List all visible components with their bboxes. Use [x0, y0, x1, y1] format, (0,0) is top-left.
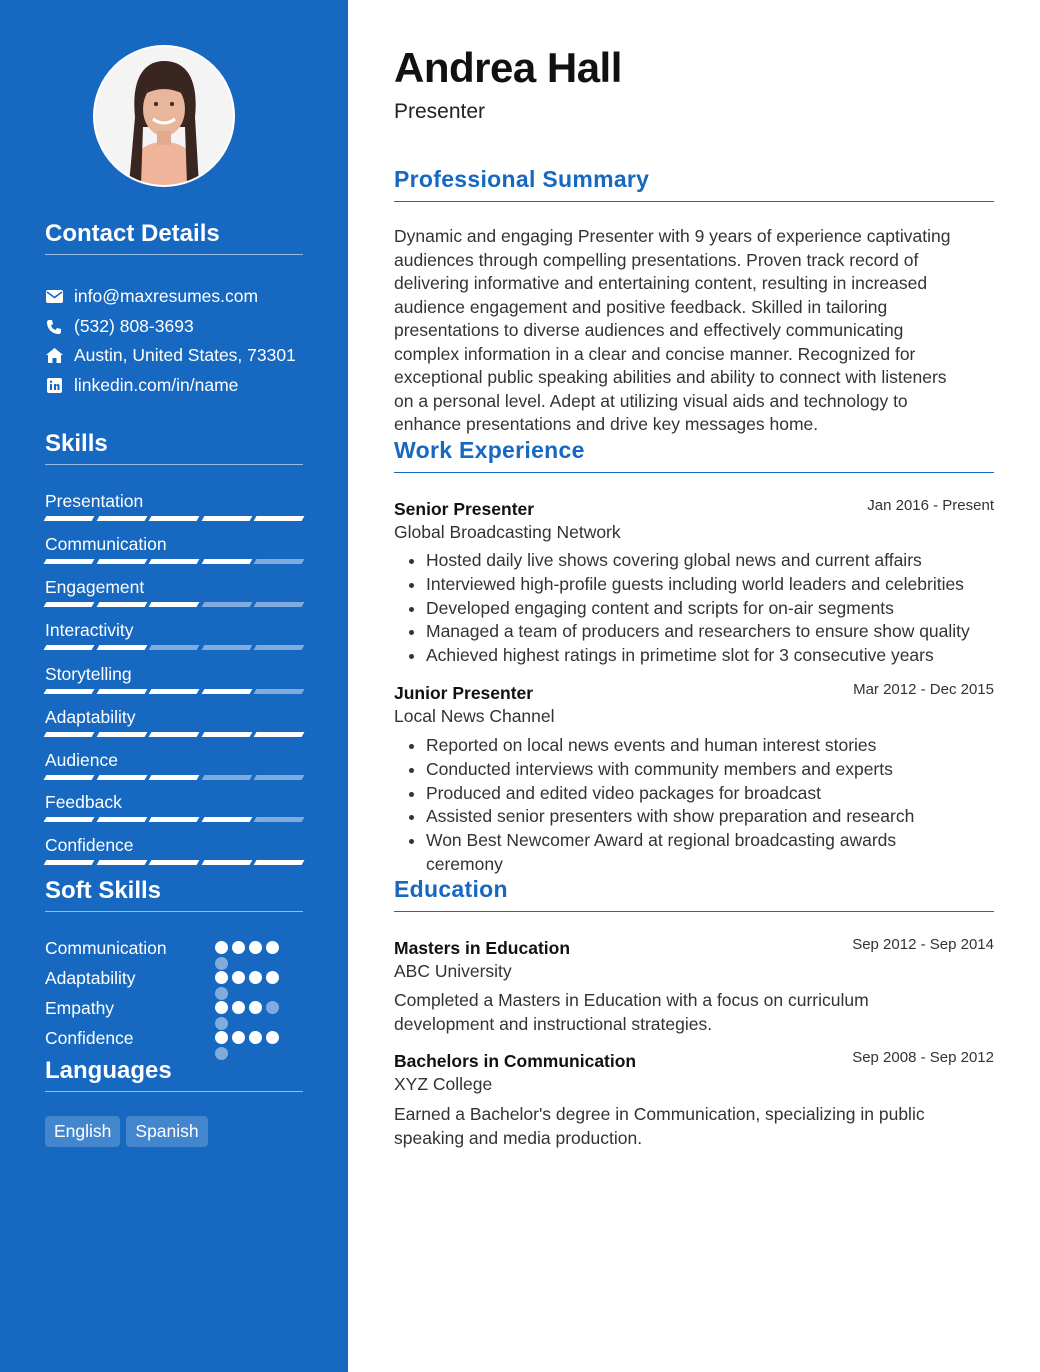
soft-skill-row — [45, 997, 303, 1019]
skill-level-segment — [149, 775, 199, 780]
skill-level-segment — [254, 775, 304, 780]
skill-level-segment — [254, 732, 304, 737]
languages-list — [45, 1116, 208, 1147]
bullet-item: • Achieved highest ratings in primetime slot for 3 consecutive years — [426, 644, 994, 668]
job-dates: Mar 2012 - Dec 2015 — [853, 681, 994, 698]
soft-skill-label: Communication — [45, 938, 167, 958]
soft-skill-label: Empathy — [45, 998, 115, 1018]
phone-icon — [45, 318, 63, 336]
skill-level-segment — [201, 817, 251, 822]
bullet-item: • Reported on local news events and human interest stories — [426, 734, 946, 758]
soft-skill-label: Confidence — [45, 1028, 134, 1048]
skills-heading: Skills — [45, 430, 303, 465]
skill-level-segment — [254, 559, 304, 564]
bullet-item: • Developed engaging content and scripts for on-air segments — [426, 597, 994, 621]
skill-row — [45, 835, 303, 865]
skill-level-segment — [44, 732, 94, 737]
person-title: Presenter — [394, 100, 486, 123]
skill-level-segment — [254, 516, 304, 521]
skill-row — [45, 491, 303, 521]
skill-level-segment — [44, 516, 94, 521]
skill-level-segment — [201, 516, 251, 521]
skill-level-segment — [201, 732, 251, 737]
rating-dot — [215, 941, 228, 954]
skill-level-bar — [45, 559, 303, 564]
envelope-icon — [45, 288, 63, 306]
rating-dot — [215, 1031, 228, 1044]
soft-skill-row — [45, 967, 303, 989]
phone-text: (532) 808-3693 — [74, 316, 194, 336]
skill-level-segment — [201, 689, 251, 694]
bullet-item: • Won Best Newcomer Award at regional broadcasting awards ceremony — [426, 829, 946, 877]
skill-label: Feedback — [45, 792, 122, 812]
contact-heading: Contact Details — [45, 220, 303, 255]
job-title: Junior Presenter — [394, 683, 534, 703]
job-bullets — [426, 734, 946, 877]
skill-row — [45, 620, 303, 650]
summary-line: on a personal level. Adept at utilizing visual aids and technology to — [394, 390, 908, 411]
rating-dot — [232, 1001, 245, 1014]
summary-text — [394, 225, 994, 437]
skill-level-segment — [44, 559, 94, 564]
skill-level-segment — [44, 775, 94, 780]
skill-level-bar — [45, 775, 303, 780]
skill-level-segment — [96, 732, 146, 737]
skill-level-bar — [45, 689, 303, 694]
summary-heading: Professional Summary — [394, 166, 994, 202]
degree-title: Bachelors in Communication — [394, 1051, 637, 1071]
skill-level-segment — [44, 817, 94, 822]
skill-row — [45, 792, 303, 822]
skill-level-segment — [149, 817, 199, 822]
skill-level-segment — [201, 860, 251, 865]
email-text: info@maxresumes.com — [74, 286, 259, 306]
education-description — [394, 989, 994, 1036]
bullet-item: • Assisted senior presenters with show preparation and research — [426, 805, 946, 829]
skill-level-bar — [45, 817, 303, 822]
bullet-item: • Interviewed high-profile guests including world leaders and celebrities — [426, 573, 994, 597]
description-line: Earned a Bachelor's degree in Communication, specializing in public — [394, 1104, 925, 1124]
contact-email[interactable] — [45, 286, 258, 307]
school-name: ABC University — [394, 961, 512, 981]
skill-level-segment — [149, 860, 199, 865]
skill-level-bar — [45, 860, 303, 865]
skill-level-segment — [201, 559, 251, 564]
skill-level-segment — [44, 860, 94, 865]
language-tag: Spanish — [126, 1116, 207, 1147]
skill-row — [45, 577, 303, 607]
rating-dot — [249, 941, 262, 954]
bullet-item: • Produced and edited video packages for broadcast — [426, 782, 946, 806]
sidebar — [0, 0, 348, 1372]
skill-level-segment — [96, 602, 146, 607]
skill-level-segment — [254, 602, 304, 607]
summary-line: enhance presentations and drive key messages home. — [394, 414, 819, 434]
summary-line: audience engagement and positive feedback. Skilled in tailoring — [394, 296, 888, 317]
soft-skill-dots — [215, 941, 295, 955]
contact-address — [45, 345, 296, 366]
skill-label: Adaptability — [45, 707, 136, 727]
skill-level-segment — [96, 860, 146, 865]
bullet-item: • Managed a team of producers and researchers to ensure show quality — [426, 620, 994, 644]
person-name: Andrea Hall — [394, 44, 622, 91]
skill-row — [45, 707, 303, 737]
contact-linkedin[interactable] — [45, 375, 238, 396]
rating-dot — [249, 971, 262, 984]
skill-level-bar — [45, 732, 303, 737]
description-line: speaking and media production. — [394, 1127, 643, 1148]
rating-dot — [215, 971, 228, 984]
skill-row — [45, 664, 303, 694]
summary-line: presentations to diverse audiences and effectively communicating — [394, 320, 904, 340]
skill-level-segment — [201, 775, 251, 780]
degree-title: Masters in Education — [394, 938, 571, 958]
linkedin-text: linkedin.com/in/name — [74, 375, 239, 395]
summary-line: delivering informative and entertaining content, resulting in increased — [394, 273, 928, 293]
linkedin-icon — [45, 377, 63, 395]
education-heading: Education — [394, 876, 994, 912]
description-line: Completed a Masters in Education with a focus on curriculum — [394, 990, 869, 1010]
job-organization: Global Broadcasting Network — [394, 522, 621, 542]
rating-dot — [266, 971, 279, 984]
skill-level-segment — [201, 645, 251, 650]
skill-level-segment — [149, 516, 199, 521]
skill-level-segment — [254, 689, 304, 694]
bullet-item: • Hosted daily live shows covering global news and current affairs — [426, 549, 994, 573]
skill-label: Confidence — [45, 835, 134, 855]
rating-dot — [266, 1031, 279, 1044]
skill-level-segment — [96, 817, 146, 822]
skill-label: Storytelling — [45, 664, 132, 684]
skill-label: Interactivity — [45, 620, 134, 640]
skill-level-segment — [96, 645, 146, 650]
skill-level-segment — [254, 645, 304, 650]
rating-dot — [266, 941, 279, 954]
skill-level-segment — [149, 732, 199, 737]
rating-dot — [215, 1001, 228, 1014]
summary-line: complex information in a clear and concise manner. Recognized for — [394, 343, 916, 364]
rating-dot — [249, 1001, 262, 1014]
skill-level-segment — [254, 860, 304, 865]
skill-level-bar — [45, 602, 303, 607]
skill-label: Engagement — [45, 577, 145, 597]
skill-level-segment — [254, 817, 304, 822]
skill-level-segment — [149, 689, 199, 694]
job-organization: Local News Channel — [394, 706, 555, 726]
soft-skill-dots — [215, 971, 295, 985]
address-text: Austin, United States, 73301 — [74, 345, 296, 365]
contact-phone[interactable] — [45, 316, 194, 337]
skill-label: Audience — [45, 750, 118, 770]
skill-level-segment — [149, 645, 199, 650]
summary-line: audiences through compelling presentations. Proven track record of — [394, 249, 919, 270]
soft-skill-row — [45, 1027, 303, 1049]
soft-skill-dots — [215, 1031, 295, 1045]
profile-photo — [93, 45, 235, 187]
skill-level-segment — [96, 775, 146, 780]
home-icon — [45, 347, 63, 365]
skill-level-segment — [44, 689, 94, 694]
job-bullets — [426, 549, 994, 668]
language-tag: English — [45, 1116, 120, 1147]
rating-dot — [232, 1031, 245, 1044]
education-dates: Sep 2012 - Sep 2014 — [852, 936, 994, 953]
skill-level-segment — [149, 602, 199, 607]
skill-level-segment — [44, 602, 94, 607]
school-name: XYZ College — [394, 1074, 493, 1094]
languages-heading: Languages — [45, 1057, 303, 1092]
soft-skill-row — [45, 937, 303, 959]
job-title: Senior Presenter — [394, 499, 535, 519]
skill-level-segment — [201, 602, 251, 607]
skill-level-segment — [44, 645, 94, 650]
rating-dot — [249, 1031, 262, 1044]
skill-row — [45, 750, 303, 780]
skill-level-bar — [45, 645, 303, 650]
skill-level-segment — [96, 559, 146, 564]
skill-row — [45, 534, 303, 564]
skill-label: Communication — [45, 534, 167, 554]
skill-level-segment — [96, 516, 146, 521]
education-dates: Sep 2008 - Sep 2012 — [852, 1049, 994, 1066]
rating-dot — [232, 941, 245, 954]
skill-level-segment — [96, 689, 146, 694]
skill-level-segment — [149, 559, 199, 564]
soft-skill-label: Adaptability — [45, 968, 136, 988]
skill-label: Presentation — [45, 491, 144, 511]
experience-heading: Work Experience — [394, 437, 994, 473]
soft-skills-heading: Soft Skills — [45, 877, 303, 912]
rating-dot — [232, 971, 245, 984]
description-line: development and instructional strategies. — [394, 1013, 713, 1034]
bullet-item: • Conducted interviews with community members and experts — [426, 758, 946, 782]
rating-dot — [266, 1001, 279, 1014]
summary-line: Dynamic and engaging Presenter with 9 years of experience captivating — [394, 226, 951, 246]
soft-skill-dots — [215, 1001, 295, 1015]
education-description — [394, 1103, 994, 1150]
job-dates: Jan 2016 - Present — [867, 497, 994, 514]
skill-level-bar — [45, 516, 303, 521]
summary-line: exceptional public speaking abilities and ability to connect with listeners — [394, 367, 947, 387]
